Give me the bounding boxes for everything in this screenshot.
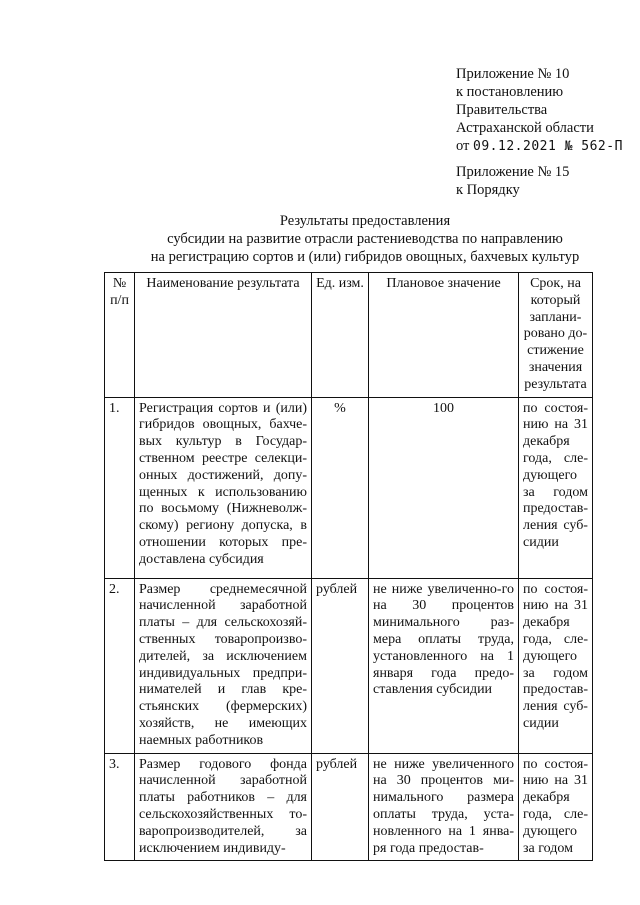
attachment-1-line: Правительства	[456, 102, 548, 118]
cell-plan: не ниже увеличенно-го на 30 процентов минимального раз-мера оплаты труда, установленного на 1 января года предо-ставления субсидии	[369, 578, 519, 753]
table-row	[105, 753, 593, 861]
table-row	[105, 397, 593, 578]
title-line: субсидии на развитие отрасли растениеводства по направлению	[167, 231, 563, 247]
cell-term: по состоя-нию на 31 декабря года, сле-дующего за годом предостав-ления суб-сидии	[519, 397, 593, 578]
date-prefix: от	[456, 138, 470, 154]
title-line: Результаты предоставления	[279, 213, 451, 229]
cell-num: 2.	[105, 578, 135, 753]
attachment-2-line: Приложение № 15	[456, 164, 570, 180]
cell-term: по состоя-нию на 31 декабря года, сле-дующего за годом	[519, 753, 593, 861]
cell-num: 3.	[105, 753, 135, 861]
table-header-row	[105, 273, 593, 398]
header-unit: Ед. изм.	[312, 273, 369, 398]
cell-unit: рублей	[312, 578, 369, 753]
header-term: Срок, на который заплани-ровано до-стижение значения результата	[519, 273, 593, 398]
cell-plan: 100	[369, 397, 519, 578]
header-num: № п/п	[105, 273, 135, 398]
results-table	[104, 272, 593, 861]
cell-unit: %	[312, 397, 369, 578]
cell-name: Регистрация сортов и (или) гибридов овощных, бахче-вых культур в Государ-ственном реестре селекци-онных достижений, допу-щенных к использованию по восьмому (Нижневолж-скому) региону допуска, в отношении которых пре-доставлена субсидия	[135, 397, 312, 578]
header-name: Наименование результата	[135, 273, 312, 398]
cell-name: Размер годового фонда начисленной заработной платы работников – для сельскохозяйственных то-варопроизводителей, за исключением индивиду-	[135, 753, 312, 861]
attachment-1-line: к постановлению	[456, 84, 564, 100]
title-line: на регистрацию сортов и (или) гибридов овощных, бахчевых культур	[150, 249, 580, 265]
document-title	[60, 212, 640, 266]
resolution-date-line	[456, 137, 623, 156]
attachment-header-1	[456, 65, 623, 156]
cell-name: Размер среднемесячной начисленной заработной платы – для сельскохозяй-ственных товаропроизво-дителей, за исключением индивидуальных предпри-нимателей и глав кре-стьянских (фермерских) хозяйств, не имеющих наемных работников	[135, 578, 312, 753]
attachment-header-2	[456, 163, 569, 199]
attachment-2-line: к Порядку	[456, 182, 520, 198]
cell-num: 1.	[105, 397, 135, 578]
cell-plan: не ниже увеличенного на 30 процентов ми-нимального размера оплаты труда, уста-новленного на 1 янва-ря года предостав-	[369, 753, 519, 861]
table-row	[105, 578, 593, 753]
resolution-date-stamp: 09.12.2021 № 562-П	[473, 139, 623, 154]
cell-term: по состоя-нию на 31 декабря года, сле-дующего за годом предостав-ления суб-сидии	[519, 578, 593, 753]
attachment-1-line: Приложение № 10	[456, 66, 570, 82]
cell-unit: рублей	[312, 753, 369, 861]
header-plan: Плановое значение	[369, 273, 519, 398]
attachment-1-line: Астраханской области	[456, 120, 594, 136]
